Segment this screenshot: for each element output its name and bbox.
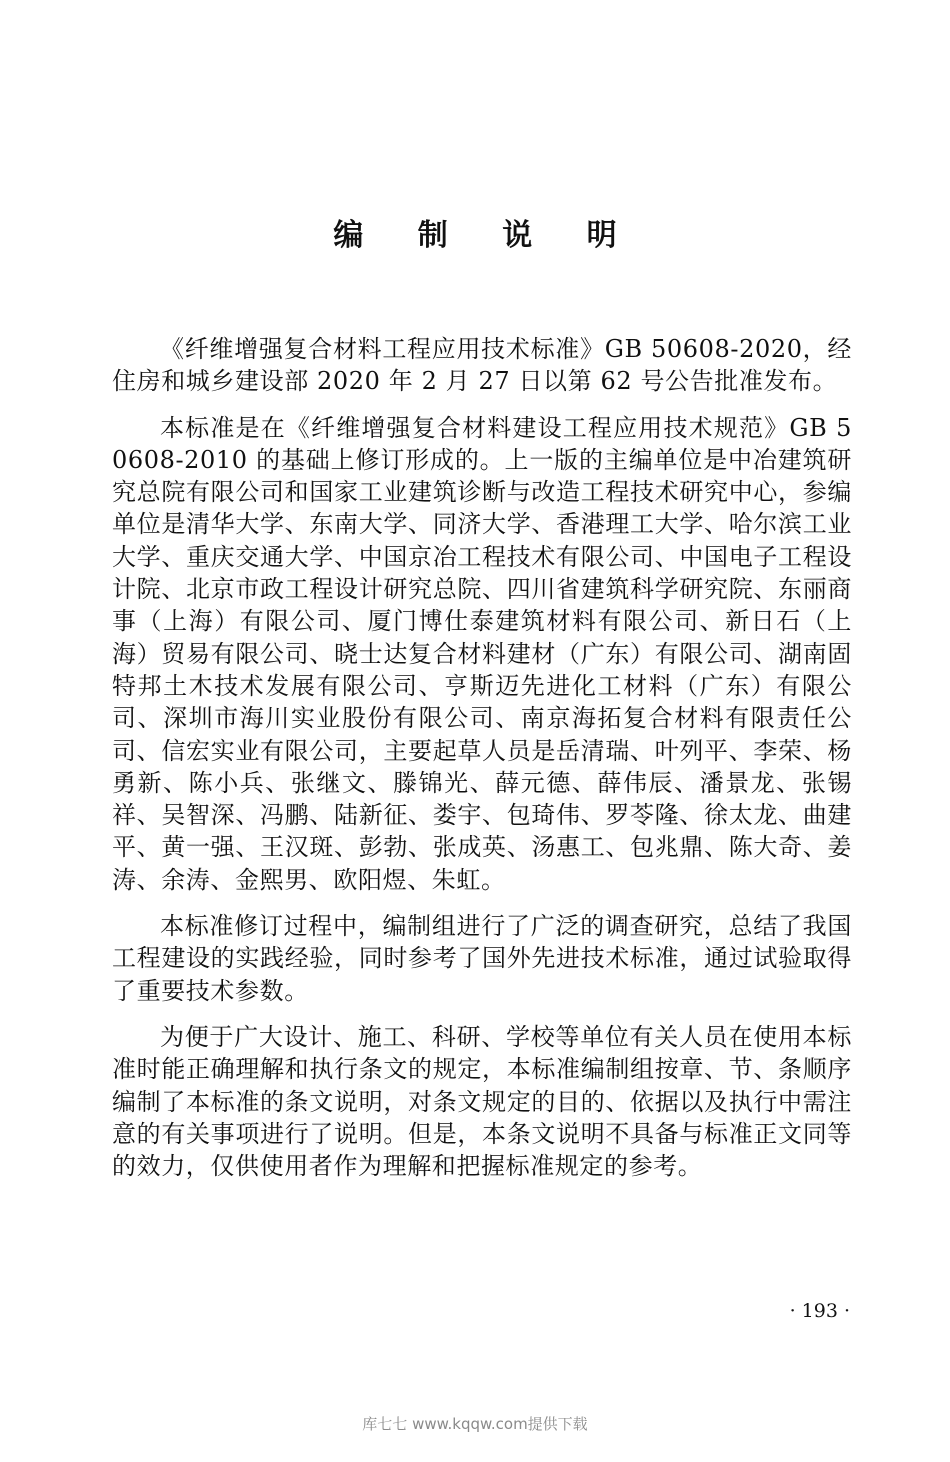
paragraph-revision-process: 本标准修订过程中，编制组进行了广泛的调查研究，总结了我国工程建设的实践经验，同时参考了国外先进技术标准，通过试验取得了重要技术参数。 — [112, 912, 852, 1005]
paragraph-explanation-purpose: 为便于广大设计、施工、科研、学校等单位有关人员在使用本标准时能正确理解和执行条文的规定，本标准编制组按章、节、条顺序编制了本标准的条文说明，对条文规定的目的、依据以及执行中需注意的有关事项进行了说明。但是，本条文说明不具备与标准正文同等的效力，仅供使用者作为理解和把握标准规定的参考。 — [112, 1022, 852, 1181]
page-number: · 193 · — [789, 1300, 850, 1322]
paragraph-approval: 《纤维增强复合材料工程应用技术标准》GB 50608-2020，经住房和城乡建设部 2020 年 2 月 27 日以第 62 号公告批准发布。 — [112, 335, 852, 396]
paragraph-revision-background: 本标准是在《纤维增强复合材料建设工程应用技术规范》GB 50608-2010 的基础上修订形成的。上一版的主编单位是中冶建筑研究总院有限公司和国家工业建筑诊断与改造工程技术研究中心，参编单位是清华大学、东南大学、同济大学、香港理工大学、哈尔滨工业大学、重庆交通大学、中国京冶工程技术有限公司、中国电子工程设计院、北京市政工程设计研究总院、四川省建筑科学研究院、东丽商事（上海）有限公司、厦门博仕泰建筑材料有限公司、新日石（上海）贸易有限公司、晓士达复合材料建材（广东）有限公司、湖南固特邦土木技术发展有限公司、亨斯迈先进化工材料（广东）有限公司、深圳市海川实业股份有限公司、南京海拓复合材料有限责任公司、信宏实业有限公司，主要起草人员是岳清瑞、叶列平、李荣、杨勇新、陈小兵、张继文、滕锦光、薛元德、薛伟辰、潘景龙、张锡祥、吴智深、冯鹏、陆新征、娄宇、包琦伟、罗苓隆、徐太龙、曲建平、黄一强、王汉斑、彭勃、张成英、汤惠工、包兆鼎、陈大奇、姜涛、余涛、金熙男、欧阳煜、朱虹。 — [112, 413, 852, 894]
watermark: 库七七 www.kqqw.com提供下载 — [362, 1415, 588, 1433]
page-title: 编 制 说 明 — [333, 218, 639, 253]
body-text — [112, 333, 852, 1182]
